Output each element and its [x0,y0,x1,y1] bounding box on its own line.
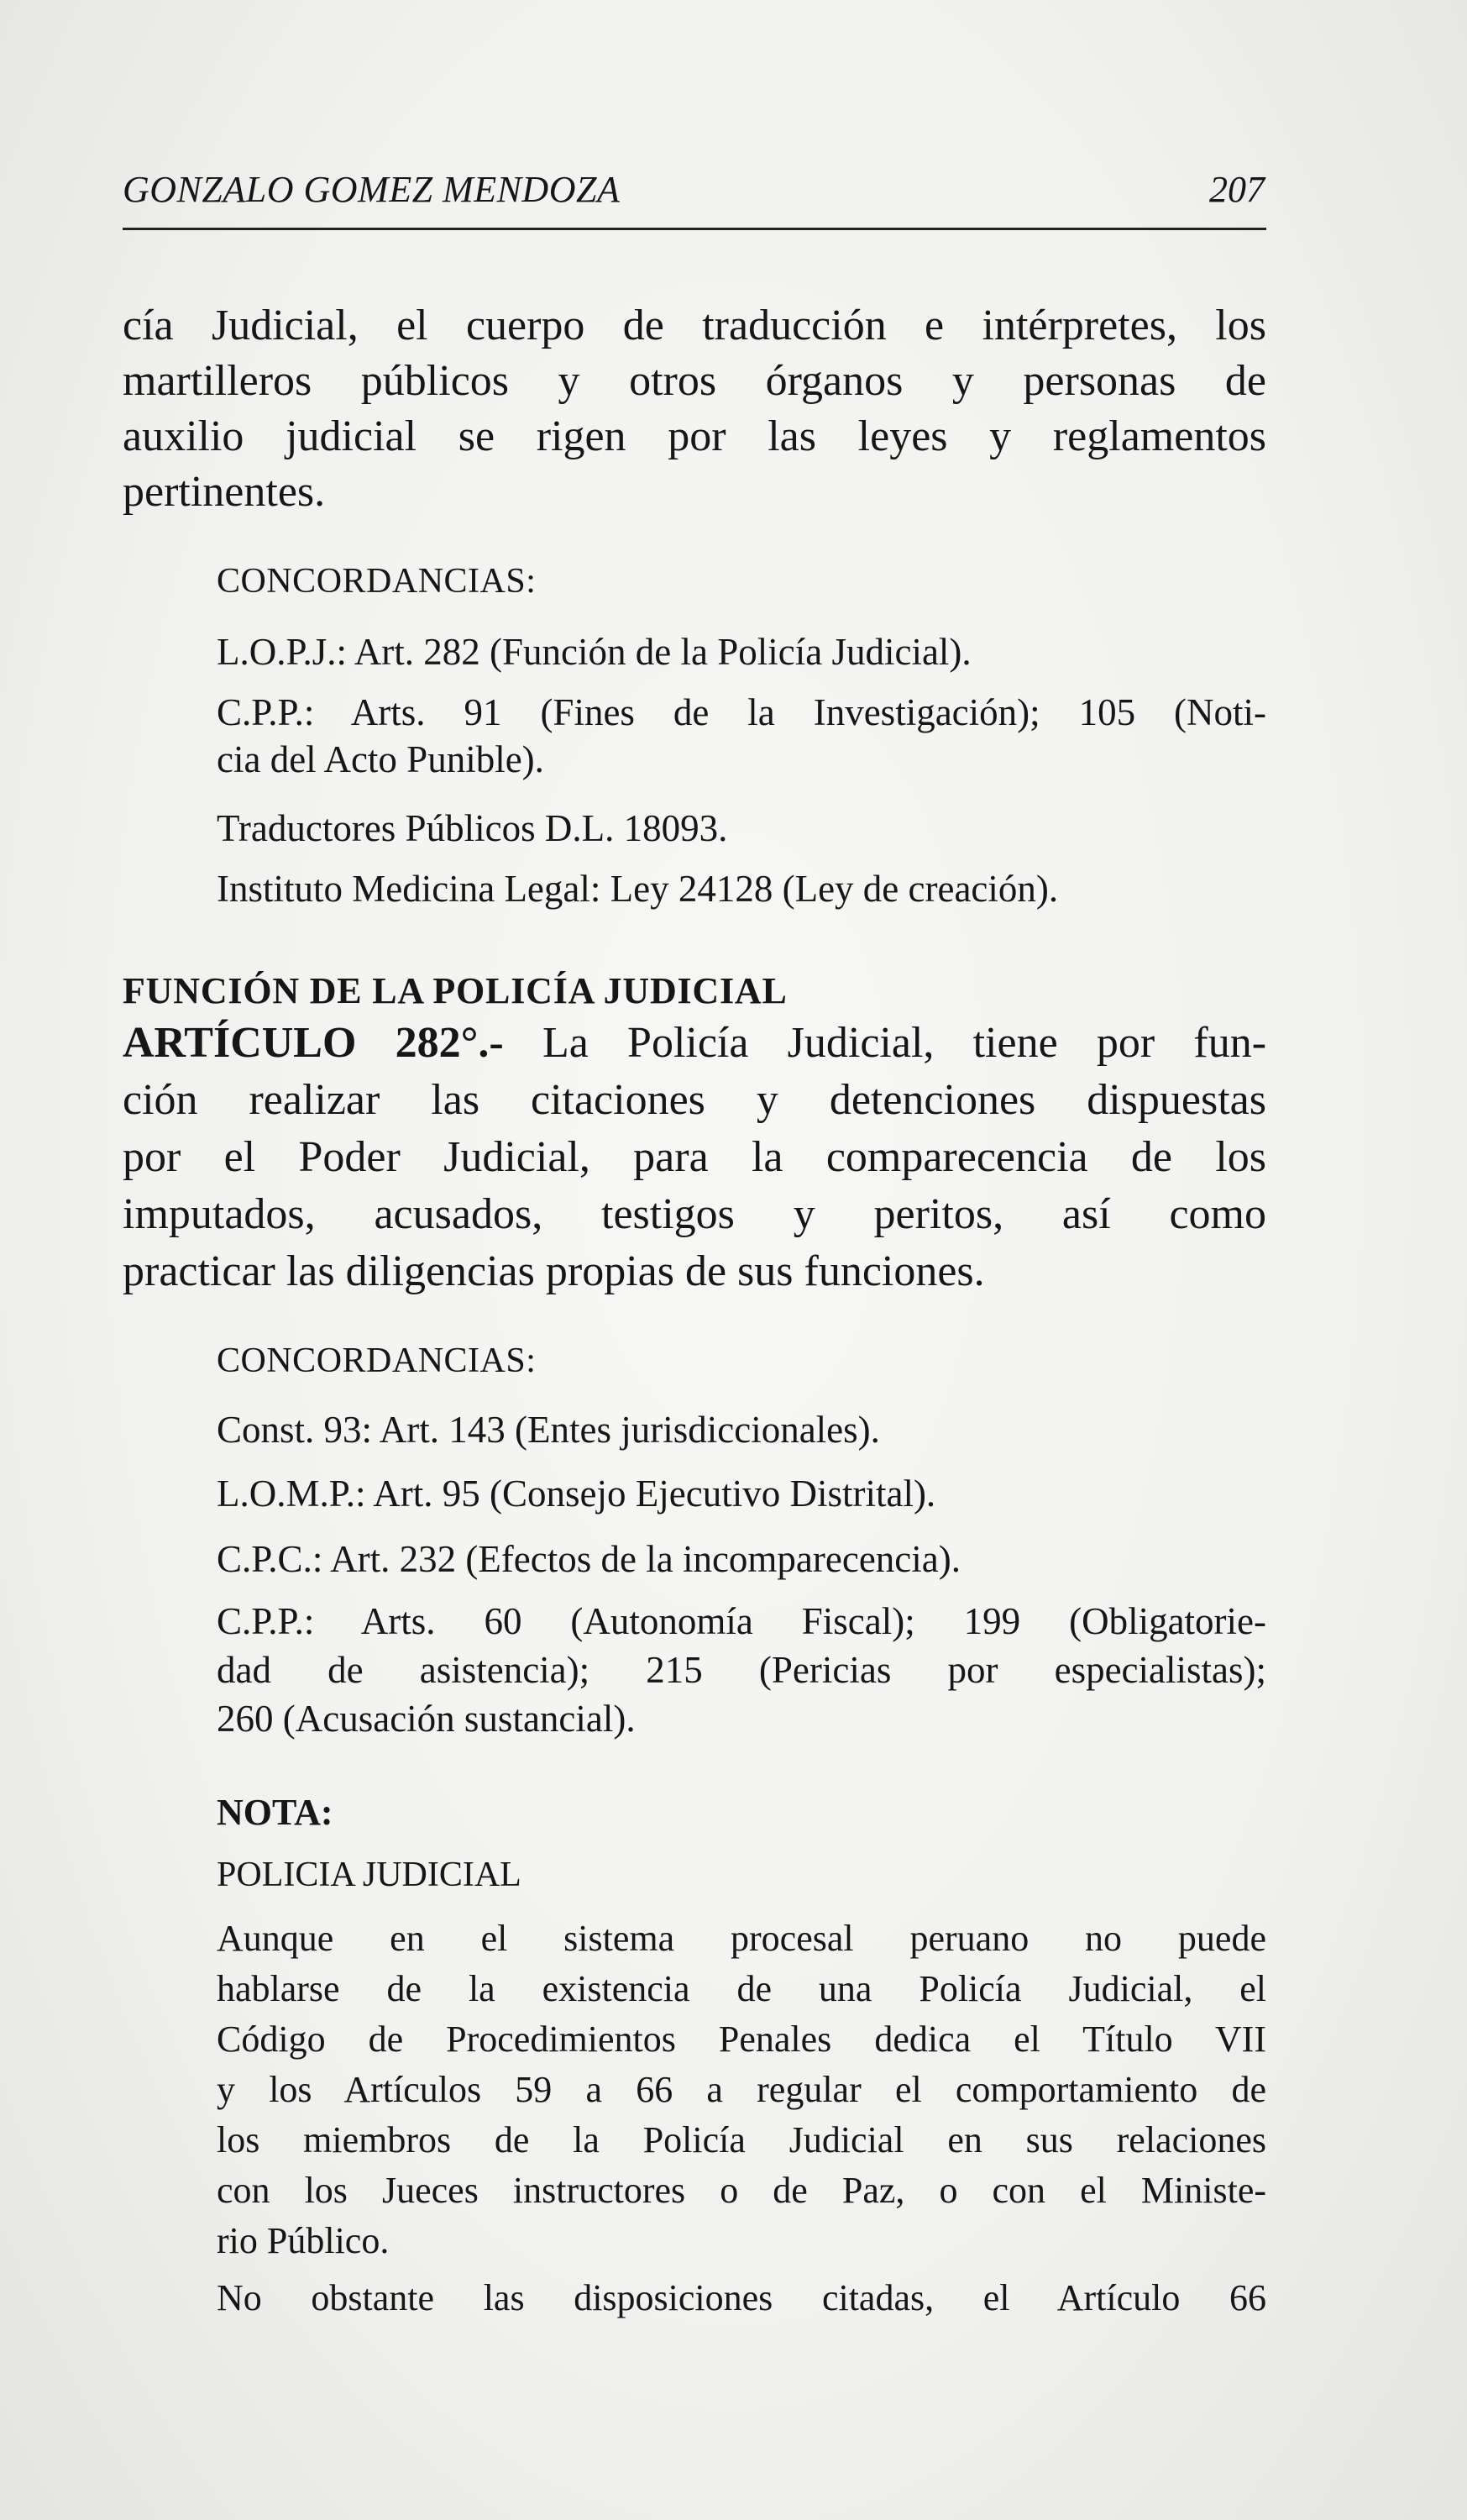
concordancia-item: dad de asistencia); 215 (Pericias por especialistas); [217,1649,1266,1691]
nota-line: rio Público. [217,2220,390,2261]
concordancia-item: L.O.M.P.: Art. 95 (Consejo Ejecutivo Distrital). [217,1473,936,1515]
concordancia-item: 260 (Acusación sustancial). [217,1698,636,1740]
nota-line: Código de Procedimientos Penales dedica el Título VII [217,2019,1266,2060]
concordancia-item: Instituto Medicina Legal: Ley 24128 (Ley de creación). [217,868,1059,910]
nota-line: No obstante las disposiciones citadas, el Artículo 66 [217,2277,1266,2318]
article-line: imputados, acusados, testigos y peritos, así como [123,1190,1266,1238]
nota-line: los miembros de la Policía Judicial en sus relaciones [217,2119,1266,2160]
concordancia-item: C.P.P.: Arts. 91 (Fines de la Investigación); 105 (Noti- [217,691,1266,733]
article-heading: FUNCIÓN DE LA POLICÍA JUDICIAL [123,970,788,1011]
concordancias-label: CONCORDANCIAS: [217,1341,537,1380]
nota-subtitle: POLICIA JUDICIAL [217,1856,521,1894]
header-rule [123,228,1266,230]
concordancia-item: Const. 93: Art. 143 (Entes jurisdiccionales). [217,1409,880,1451]
article-line: por el Poder Judicial, para la comparecencia de los [123,1133,1266,1181]
running-header [123,168,1265,227]
intro-line: martilleros públicos y otros órganos y personas de [123,357,1266,405]
nota-line: con los Jueces instructores o de Paz, o con el Ministe- [217,2170,1266,2211]
concordancia-item: Traductores Públicos D.L. 18093. [217,807,728,849]
header-page-number: 207 [1209,169,1265,210]
intro-line: cía Judicial, el cuerpo de traducción e intérpretes, los [123,302,1266,349]
article-line: La Policía Judicial, tiene por fun- [503,1019,1267,1067]
concordancia-item: cia del Acto Punible). [217,738,544,780]
concordancia-item: L.O.P.J.: Art. 282 (Función de la Policía Judicial). [217,631,972,673]
nota-line: y los Artículos 59 a 66 a regular el comportamiento de [217,2069,1266,2110]
header-author: GONZALO GOMEZ MENDOZA [123,169,621,210]
intro-line: pertinentes. [123,468,326,516]
nota-label: NOTA: [217,1792,333,1833]
concordancia-item: C.P.C.: Art. 232 (Efectos de la incomparecencia). [217,1538,961,1580]
concordancia-item: C.P.P.: Arts. 60 (Autonomía Fiscal); 199 (Obligatorie- [217,1600,1266,1642]
concordancias-label: CONCORDANCIAS: [217,562,537,601]
nota-line: hablarse de la existencia de una Policía Judicial, el [217,1968,1266,2009]
article-line: ción realizar las citaciones y detenciones dispuestas [123,1076,1266,1124]
article-first-line [123,1018,1266,1068]
nota-line: Aunque en el sistema procesal peruano no puede [217,1918,1266,1959]
article-label: ARTÍCULO 282°.- [123,1019,504,1067]
article-line: practicar las diligencias propias de sus funciones. [123,1247,985,1295]
intro-line: auxilio judicial se rigen por las leyes y reglamentos [123,412,1266,460]
